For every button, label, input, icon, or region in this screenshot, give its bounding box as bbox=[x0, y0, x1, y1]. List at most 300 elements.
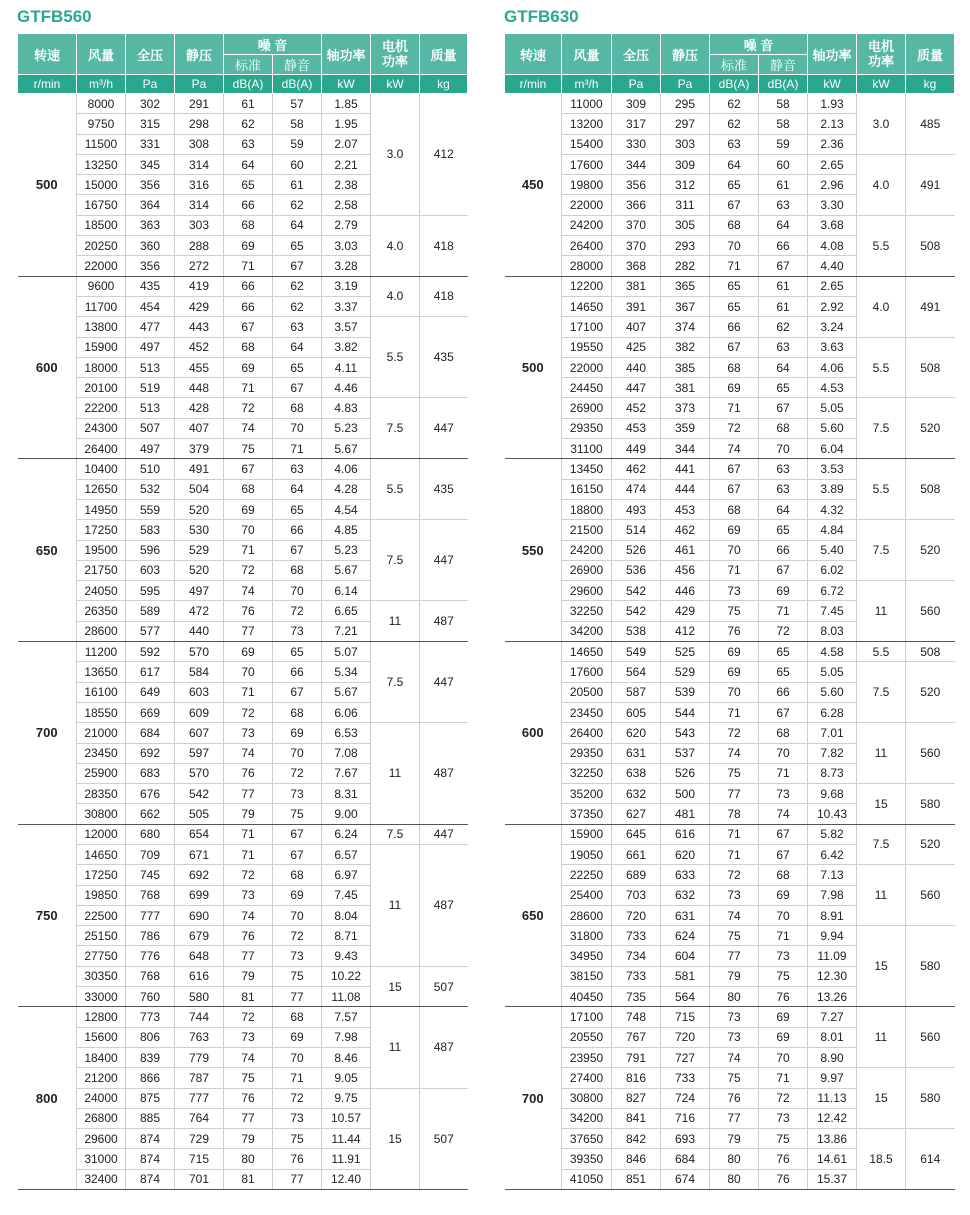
noise-silent-cell: 65 bbox=[759, 642, 808, 662]
shaft-power-cell: 4.83 bbox=[322, 398, 371, 418]
mass-cell: 447 bbox=[420, 398, 468, 459]
table-row bbox=[18, 642, 468, 662]
noise-standard-cell: 76 bbox=[710, 1088, 759, 1108]
total-pressure-cell: 709 bbox=[126, 844, 175, 864]
unit-motor: kW bbox=[857, 75, 906, 94]
noise-standard-cell: 73 bbox=[224, 885, 273, 905]
table-row bbox=[505, 662, 955, 682]
shaft-power-cell: 5.05 bbox=[808, 662, 857, 682]
static-pressure-cell: 729 bbox=[175, 1129, 224, 1149]
shaft-power-cell: 5.40 bbox=[808, 540, 857, 560]
noise-silent-cell: 69 bbox=[759, 581, 808, 601]
noise-standard-cell: 69 bbox=[710, 662, 759, 682]
flow-cell: 37650 bbox=[562, 1129, 612, 1149]
noise-silent-cell: 75 bbox=[759, 1129, 808, 1149]
col-header-shaft-power: 轴功率 bbox=[322, 34, 371, 75]
shaft-power-cell: 2.13 bbox=[808, 114, 857, 134]
table-row bbox=[505, 154, 955, 174]
total-pressure-cell: 315 bbox=[126, 114, 175, 134]
noise-standard-cell: 62 bbox=[710, 114, 759, 134]
flow-cell: 26800 bbox=[77, 1108, 126, 1128]
table-row bbox=[505, 520, 955, 540]
static-pressure-cell: 500 bbox=[661, 784, 710, 804]
unit-static: Pa bbox=[661, 75, 710, 94]
noise-standard-cell: 73 bbox=[710, 885, 759, 905]
total-pressure-cell: 596 bbox=[126, 540, 175, 560]
shaft-power-cell: 6.57 bbox=[322, 844, 371, 864]
shaft-power-cell: 11.08 bbox=[322, 987, 371, 1007]
noise-standard-cell: 79 bbox=[224, 804, 273, 824]
noise-silent-cell: 68 bbox=[273, 398, 322, 418]
table-row bbox=[505, 276, 955, 296]
shaft-power-cell: 4.11 bbox=[322, 357, 371, 377]
noise-standard-cell: 79 bbox=[224, 1129, 273, 1149]
noise-silent-cell: 62 bbox=[759, 317, 808, 337]
total-pressure-cell: 564 bbox=[612, 662, 661, 682]
noise-standard-cell: 63 bbox=[710, 134, 759, 154]
shaft-power-cell: 9.43 bbox=[322, 946, 371, 966]
shaft-power-cell: 2.96 bbox=[808, 175, 857, 195]
noise-standard-cell: 77 bbox=[224, 1108, 273, 1128]
unit-flow: m³/h bbox=[77, 75, 126, 94]
speed-cell: 600 bbox=[18, 276, 77, 459]
shaft-power-cell: 5.23 bbox=[322, 418, 371, 438]
noise-silent-cell: 66 bbox=[759, 540, 808, 560]
noise-silent-cell: 65 bbox=[759, 662, 808, 682]
shaft-power-cell: 6.24 bbox=[322, 824, 371, 844]
noise-silent-cell: 75 bbox=[759, 966, 808, 986]
noise-standard-cell: 64 bbox=[224, 154, 273, 174]
flow-cell: 16750 bbox=[77, 195, 126, 215]
flow-cell: 31100 bbox=[562, 439, 612, 459]
total-pressure-cell: 435 bbox=[126, 276, 175, 296]
flow-cell: 19850 bbox=[77, 885, 126, 905]
table-row bbox=[505, 824, 955, 844]
noise-standard-cell: 78 bbox=[710, 804, 759, 824]
noise-silent-cell: 76 bbox=[759, 1149, 808, 1169]
shaft-power-cell: 4.32 bbox=[808, 499, 857, 519]
mass-cell: 508 bbox=[906, 642, 955, 662]
noise-silent-cell: 61 bbox=[759, 296, 808, 316]
col-header-noise: 噪 音 bbox=[224, 34, 322, 55]
noise-standard-cell: 75 bbox=[710, 601, 759, 621]
static-pressure-cell: 452 bbox=[175, 337, 224, 357]
mass-cell: 418 bbox=[420, 215, 468, 276]
table-row bbox=[18, 824, 468, 844]
flow-cell: 26400 bbox=[77, 439, 126, 459]
noise-standard-cell: 72 bbox=[710, 723, 759, 743]
flow-cell: 29350 bbox=[562, 743, 612, 763]
static-pressure-cell: 581 bbox=[661, 966, 710, 986]
noise-silent-cell: 72 bbox=[759, 1088, 808, 1108]
flow-cell: 13450 bbox=[562, 459, 612, 479]
col-header-flow: 风量 bbox=[77, 34, 126, 75]
static-pressure-cell: 298 bbox=[175, 114, 224, 134]
total-pressure-cell: 309 bbox=[612, 94, 661, 114]
noise-silent-cell: 67 bbox=[759, 824, 808, 844]
motor-power-cell: 7.5 bbox=[857, 520, 906, 581]
total-pressure-cell: 683 bbox=[126, 763, 175, 783]
total-pressure-cell: 532 bbox=[126, 479, 175, 499]
total-pressure-cell: 874 bbox=[126, 1129, 175, 1149]
noise-standard-cell: 72 bbox=[710, 865, 759, 885]
shaft-power-cell: 7.98 bbox=[322, 1027, 371, 1047]
flow-cell: 31000 bbox=[77, 1149, 126, 1169]
noise-standard-cell: 74 bbox=[224, 581, 273, 601]
flow-cell: 15600 bbox=[77, 1027, 126, 1047]
noise-silent-cell: 64 bbox=[759, 215, 808, 235]
flow-cell: 17250 bbox=[77, 520, 126, 540]
flow-cell: 41050 bbox=[562, 1169, 612, 1189]
static-pressure-cell: 607 bbox=[175, 723, 224, 743]
noise-silent-cell: 68 bbox=[273, 1007, 322, 1027]
mass-cell: 447 bbox=[420, 520, 468, 601]
total-pressure-cell: 454 bbox=[126, 296, 175, 316]
unit-silent: dB(A) bbox=[759, 75, 808, 94]
shaft-power-cell: 7.08 bbox=[322, 743, 371, 763]
unit-silent: dB(A) bbox=[273, 75, 322, 94]
noise-standard-cell: 67 bbox=[710, 479, 759, 499]
motor-power-cell: 7.5 bbox=[371, 824, 420, 844]
static-pressure-cell: 580 bbox=[175, 987, 224, 1007]
shaft-power-cell: 7.13 bbox=[808, 865, 857, 885]
noise-standard-cell: 75 bbox=[710, 926, 759, 946]
static-pressure-cell: 690 bbox=[175, 905, 224, 925]
static-pressure-cell: 295 bbox=[661, 94, 710, 114]
noise-silent-cell: 70 bbox=[759, 439, 808, 459]
static-pressure-cell: 456 bbox=[661, 560, 710, 580]
flow-cell: 28000 bbox=[562, 256, 612, 276]
noise-silent-cell: 70 bbox=[273, 1047, 322, 1067]
static-pressure-cell: 543 bbox=[661, 723, 710, 743]
static-pressure-cell: 679 bbox=[175, 926, 224, 946]
noise-standard-cell: 75 bbox=[224, 439, 273, 459]
static-pressure-cell: 699 bbox=[175, 885, 224, 905]
static-pressure-cell: 305 bbox=[661, 215, 710, 235]
flow-cell: 26350 bbox=[77, 601, 126, 621]
noise-standard-cell: 72 bbox=[224, 865, 273, 885]
shaft-power-cell: 6.42 bbox=[808, 844, 857, 864]
static-pressure-cell: 716 bbox=[661, 1108, 710, 1128]
noise-standard-cell: 75 bbox=[710, 763, 759, 783]
noise-standard-cell: 73 bbox=[710, 1027, 759, 1047]
static-pressure-cell: 520 bbox=[175, 560, 224, 580]
total-pressure-cell: 474 bbox=[612, 479, 661, 499]
shaft-power-cell: 5.34 bbox=[322, 662, 371, 682]
total-pressure-cell: 344 bbox=[612, 154, 661, 174]
flow-cell: 13200 bbox=[562, 114, 612, 134]
total-pressure-cell: 767 bbox=[612, 1027, 661, 1047]
shaft-power-cell: 9.68 bbox=[808, 784, 857, 804]
shaft-power-cell: 4.53 bbox=[808, 378, 857, 398]
total-pressure-cell: 356 bbox=[612, 175, 661, 195]
noise-silent-cell: 58 bbox=[273, 114, 322, 134]
total-pressure-cell: 620 bbox=[612, 723, 661, 743]
total-pressure-cell: 669 bbox=[126, 702, 175, 722]
noise-silent-cell: 73 bbox=[273, 946, 322, 966]
noise-standard-cell: 68 bbox=[710, 357, 759, 377]
shaft-power-cell: 8.04 bbox=[322, 905, 371, 925]
unit-flow: m³/h bbox=[562, 75, 612, 94]
static-pressure-cell: 616 bbox=[661, 824, 710, 844]
table-row bbox=[505, 723, 955, 743]
flow-cell: 30800 bbox=[77, 804, 126, 824]
noise-standard-cell: 65 bbox=[710, 175, 759, 195]
noise-standard-cell: 74 bbox=[224, 418, 273, 438]
performance-table bbox=[504, 34, 955, 1190]
table-row bbox=[505, 926, 955, 946]
shaft-power-cell: 2.65 bbox=[808, 276, 857, 296]
noise-standard-cell: 79 bbox=[224, 966, 273, 986]
noise-silent-cell: 68 bbox=[273, 865, 322, 885]
flow-cell: 15400 bbox=[562, 134, 612, 154]
total-pressure-cell: 513 bbox=[126, 398, 175, 418]
noise-silent-cell: 60 bbox=[759, 154, 808, 174]
noise-standard-cell: 81 bbox=[224, 987, 273, 1007]
noise-standard-cell: 77 bbox=[224, 946, 273, 966]
shaft-power-cell: 7.45 bbox=[322, 885, 371, 905]
flow-cell: 28600 bbox=[562, 905, 612, 925]
speed-cell: 800 bbox=[18, 1007, 77, 1190]
flow-cell: 24450 bbox=[562, 378, 612, 398]
motor-power-cell: 7.5 bbox=[857, 662, 906, 723]
flow-cell: 26400 bbox=[562, 236, 612, 256]
table-row bbox=[18, 317, 468, 337]
noise-silent-cell: 59 bbox=[273, 134, 322, 154]
static-pressure-cell: 309 bbox=[661, 154, 710, 174]
noise-silent-cell: 62 bbox=[273, 195, 322, 215]
flow-cell: 28350 bbox=[77, 784, 126, 804]
mass-cell: 508 bbox=[906, 459, 955, 520]
unit-motor: kW bbox=[371, 75, 420, 94]
flow-cell: 11700 bbox=[77, 296, 126, 316]
flow-cell: 31800 bbox=[562, 926, 612, 946]
mass-cell: 412 bbox=[420, 94, 468, 216]
unit-speed: r/min bbox=[18, 75, 77, 94]
shaft-power-cell: 5.67 bbox=[322, 439, 371, 459]
noise-standard-cell: 74 bbox=[710, 743, 759, 763]
shaft-power-cell: 9.75 bbox=[322, 1088, 371, 1108]
col-header-shaft-power: 轴功率 bbox=[808, 34, 857, 75]
shaft-power-cell: 3.68 bbox=[808, 215, 857, 235]
noise-standard-cell: 64 bbox=[710, 154, 759, 174]
noise-silent-cell: 64 bbox=[273, 337, 322, 357]
col-header-speed: 转速 bbox=[505, 34, 562, 75]
static-pressure-cell: 462 bbox=[661, 520, 710, 540]
noise-silent-cell: 70 bbox=[273, 743, 322, 763]
mass-cell: 447 bbox=[420, 824, 468, 844]
flow-cell: 38150 bbox=[562, 966, 612, 986]
noise-silent-cell: 73 bbox=[273, 1108, 322, 1128]
total-pressure-cell: 538 bbox=[612, 621, 661, 641]
motor-power-cell: 15 bbox=[371, 1088, 420, 1189]
noise-standard-cell: 72 bbox=[224, 1007, 273, 1027]
noise-standard-cell: 65 bbox=[710, 276, 759, 296]
mass-cell: 614 bbox=[906, 1129, 955, 1190]
noise-standard-cell: 68 bbox=[710, 215, 759, 235]
motor-power-cell: 7.5 bbox=[371, 398, 420, 459]
flow-cell: 40450 bbox=[562, 987, 612, 1007]
shaft-power-cell: 6.65 bbox=[322, 601, 371, 621]
static-pressure-cell: 733 bbox=[661, 1068, 710, 1088]
total-pressure-cell: 549 bbox=[612, 642, 661, 662]
noise-standard-cell: 71 bbox=[710, 256, 759, 276]
unit-static: Pa bbox=[175, 75, 224, 94]
static-pressure-cell: 282 bbox=[661, 256, 710, 276]
mass-cell: 520 bbox=[906, 398, 955, 459]
col-header-total-pressure: 全压 bbox=[612, 34, 661, 75]
static-pressure-cell: 441 bbox=[661, 459, 710, 479]
speed-cell: 700 bbox=[505, 1007, 562, 1190]
motor-power-cell: 11 bbox=[857, 1007, 906, 1068]
noise-silent-cell: 58 bbox=[759, 94, 808, 114]
motor-power-cell: 11 bbox=[857, 865, 906, 926]
total-pressure-cell: 745 bbox=[126, 865, 175, 885]
unit-std: dB(A) bbox=[224, 75, 273, 94]
static-pressure-cell: 472 bbox=[175, 601, 224, 621]
noise-silent-cell: 73 bbox=[273, 784, 322, 804]
shaft-power-cell: 12.42 bbox=[808, 1108, 857, 1128]
static-pressure-cell: 631 bbox=[661, 905, 710, 925]
noise-standard-cell: 69 bbox=[224, 236, 273, 256]
total-pressure-cell: 786 bbox=[126, 926, 175, 946]
shaft-power-cell: 5.60 bbox=[808, 418, 857, 438]
noise-standard-cell: 80 bbox=[710, 1169, 759, 1189]
shaft-power-cell: 3.30 bbox=[808, 195, 857, 215]
noise-silent-cell: 64 bbox=[273, 215, 322, 235]
total-pressure-cell: 631 bbox=[612, 743, 661, 763]
total-pressure-cell: 356 bbox=[126, 175, 175, 195]
noise-silent-cell: 71 bbox=[759, 763, 808, 783]
motor-power-cell: 5.5 bbox=[857, 215, 906, 276]
static-pressure-cell: 314 bbox=[175, 154, 224, 174]
noise-silent-cell: 69 bbox=[273, 885, 322, 905]
total-pressure-cell: 720 bbox=[612, 905, 661, 925]
noise-standard-cell: 77 bbox=[710, 1108, 759, 1128]
table-row bbox=[505, 337, 955, 357]
static-pressure-cell: 763 bbox=[175, 1027, 224, 1047]
total-pressure-cell: 874 bbox=[126, 1169, 175, 1189]
shaft-power-cell: 3.03 bbox=[322, 236, 371, 256]
noise-silent-cell: 63 bbox=[273, 459, 322, 479]
static-pressure-cell: 297 bbox=[661, 114, 710, 134]
static-pressure-cell: 428 bbox=[175, 398, 224, 418]
flow-cell: 13650 bbox=[77, 662, 126, 682]
static-pressure-cell: 674 bbox=[661, 1169, 710, 1189]
flow-cell: 26900 bbox=[562, 560, 612, 580]
motor-power-cell: 5.5 bbox=[371, 317, 420, 398]
table-row bbox=[505, 784, 955, 804]
noise-silent-cell: 63 bbox=[759, 479, 808, 499]
noise-silent-cell: 59 bbox=[759, 134, 808, 154]
flow-cell: 18500 bbox=[77, 215, 126, 235]
mass-cell: 520 bbox=[906, 520, 955, 581]
total-pressure-cell: 703 bbox=[612, 885, 661, 905]
static-pressure-cell: 764 bbox=[175, 1108, 224, 1128]
motor-power-cell: 3.0 bbox=[857, 94, 906, 155]
noise-silent-cell: 65 bbox=[273, 642, 322, 662]
shaft-power-cell: 6.06 bbox=[322, 702, 371, 722]
motor-power-cell: 5.5 bbox=[857, 459, 906, 520]
motor-power-cell: 4.0 bbox=[857, 276, 906, 337]
static-pressure-cell: 632 bbox=[661, 885, 710, 905]
motor-power-cell: 4.0 bbox=[857, 154, 906, 215]
noise-standard-cell: 68 bbox=[224, 215, 273, 235]
col-header-noise: 噪 音 bbox=[710, 34, 808, 55]
total-pressure-cell: 381 bbox=[612, 276, 661, 296]
noise-silent-cell: 64 bbox=[759, 357, 808, 377]
mass-cell: 507 bbox=[420, 966, 468, 1007]
flow-cell: 25400 bbox=[562, 885, 612, 905]
total-pressure-cell: 330 bbox=[612, 134, 661, 154]
motor-power-cell: 11 bbox=[371, 844, 420, 966]
speed-cell: 500 bbox=[18, 94, 77, 277]
mass-cell: 580 bbox=[906, 784, 955, 825]
shaft-power-cell: 2.58 bbox=[322, 195, 371, 215]
table-row bbox=[505, 642, 955, 662]
shaft-power-cell: 2.36 bbox=[808, 134, 857, 154]
total-pressure-cell: 559 bbox=[126, 499, 175, 519]
flow-cell: 24300 bbox=[77, 418, 126, 438]
shaft-power-cell: 1.95 bbox=[322, 114, 371, 134]
table-panel-gtfb560 bbox=[17, 0, 467, 1190]
table-row bbox=[18, 844, 468, 864]
units-row bbox=[18, 75, 468, 94]
mass-cell: 487 bbox=[420, 601, 468, 642]
shaft-power-cell: 6.02 bbox=[808, 560, 857, 580]
static-pressure-cell: 597 bbox=[175, 743, 224, 763]
static-pressure-cell: 727 bbox=[661, 1047, 710, 1067]
static-pressure-cell: 504 bbox=[175, 479, 224, 499]
motor-power-cell: 18.5 bbox=[857, 1129, 906, 1190]
noise-standard-cell: 69 bbox=[224, 642, 273, 662]
noise-standard-cell: 80 bbox=[710, 1149, 759, 1169]
total-pressure-cell: 839 bbox=[126, 1047, 175, 1067]
shaft-power-cell: 5.23 bbox=[322, 540, 371, 560]
header-row bbox=[18, 34, 468, 55]
table-row bbox=[18, 966, 468, 986]
flow-cell: 20250 bbox=[77, 236, 126, 256]
static-pressure-cell: 693 bbox=[661, 1129, 710, 1149]
shaft-power-cell: 3.53 bbox=[808, 459, 857, 479]
motor-power-cell: 5.5 bbox=[857, 642, 906, 662]
table-row bbox=[505, 215, 955, 235]
shaft-power-cell: 4.28 bbox=[322, 479, 371, 499]
noise-silent-cell: 60 bbox=[273, 154, 322, 174]
flow-cell: 25150 bbox=[77, 926, 126, 946]
flow-cell: 14650 bbox=[562, 642, 612, 662]
shaft-power-cell: 10.43 bbox=[808, 804, 857, 824]
flow-cell: 16150 bbox=[562, 479, 612, 499]
noise-silent-cell: 68 bbox=[759, 865, 808, 885]
col-header-speed: 转速 bbox=[18, 34, 77, 75]
noise-silent-cell: 77 bbox=[273, 1169, 322, 1189]
flow-cell: 11200 bbox=[77, 642, 126, 662]
shaft-power-cell: 4.40 bbox=[808, 256, 857, 276]
flow-cell: 34200 bbox=[562, 621, 612, 641]
total-pressure-cell: 842 bbox=[612, 1129, 661, 1149]
shaft-power-cell: 11.13 bbox=[808, 1088, 857, 1108]
noise-silent-cell: 72 bbox=[273, 926, 322, 946]
mass-cell: 507 bbox=[420, 1088, 468, 1189]
shaft-power-cell: 2.92 bbox=[808, 296, 857, 316]
noise-silent-cell: 67 bbox=[759, 256, 808, 276]
flow-cell: 20500 bbox=[562, 682, 612, 702]
mass-cell: 487 bbox=[420, 844, 468, 966]
total-pressure-cell: 733 bbox=[612, 926, 661, 946]
mass-cell: 508 bbox=[906, 337, 955, 398]
total-pressure-cell: 816 bbox=[612, 1068, 661, 1088]
